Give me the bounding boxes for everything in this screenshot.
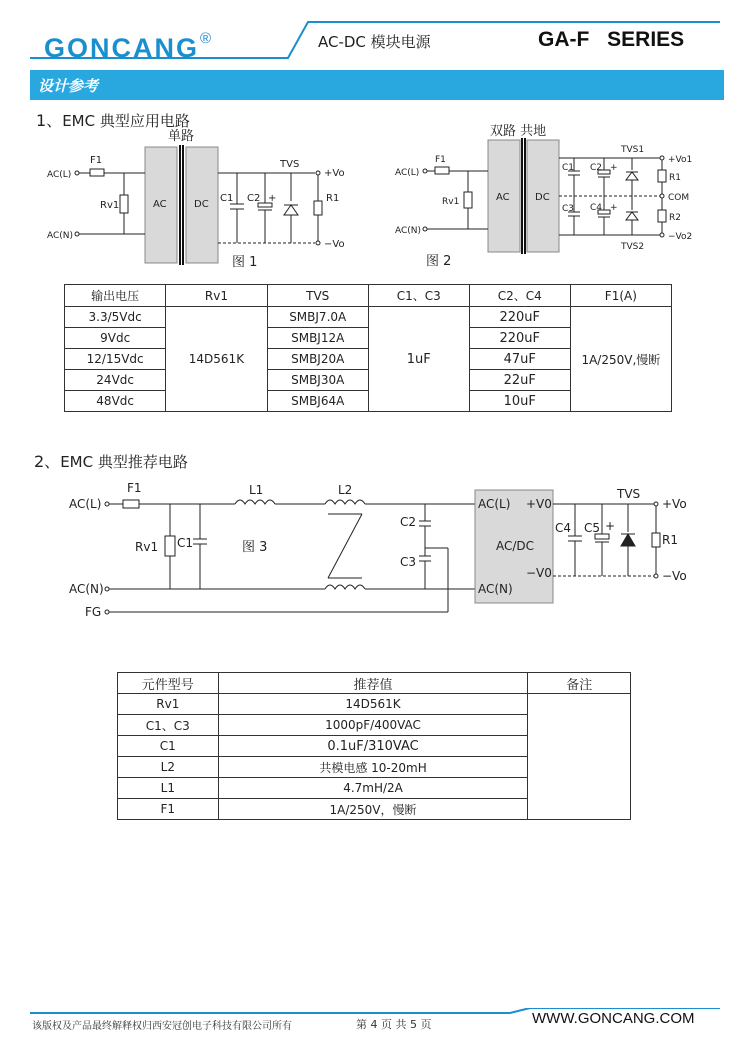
fig3-fg: FG [85, 605, 102, 619]
t1-c2c4: 22uF [469, 370, 570, 391]
fig1-c1: C1 [220, 193, 234, 204]
t2-header: 元件型号 [118, 673, 219, 694]
t1-header: C2、C4 [469, 285, 570, 307]
t2-part: Rv1 [118, 694, 219, 715]
fig3-caption: 图 3 [242, 540, 268, 555]
section2-title: EMC 典型推荐电路 [60, 453, 188, 471]
t1-voltage: 48Vdc [65, 391, 166, 412]
fig2-dc: DC [535, 192, 550, 203]
fig1-tvs: TVS [280, 159, 300, 170]
table-row [65, 307, 672, 328]
t1-voltage: 3.3/5Vdc [65, 307, 166, 328]
registered-mark: ® [200, 30, 214, 47]
fig1-vo-neg: −Vo [324, 239, 345, 250]
t1-tvs: SMBJ7.0A [267, 307, 368, 328]
fig3-vo-pos: +Vo [662, 497, 687, 511]
fig3-tvs: TVS [617, 487, 641, 501]
section-bar [30, 70, 724, 100]
section1-title: EMC 典型应用电路 [62, 112, 190, 130]
brand-logo [44, 30, 213, 64]
series-name: GA-F SERIES [538, 28, 685, 51]
fig1-acl: AC(L) [47, 170, 72, 180]
fig3-vo-neg: −Vo [662, 569, 687, 583]
fig2-ac: AC [496, 192, 510, 203]
t1-voltage: 9Vdc [65, 328, 166, 349]
t2-part: L2 [118, 757, 219, 778]
fig3-f1: F1 [127, 481, 142, 495]
fig3-in-l: AC(L) [478, 497, 511, 511]
fig2-plus-a: + [610, 163, 618, 173]
fig3-rv1: Rv1 [135, 540, 159, 554]
fig2-vo2: −Vo2 [668, 232, 693, 242]
fig2-tvs1: TVS1 [621, 145, 645, 155]
figure2-circuit [390, 118, 710, 273]
fig3-c1: C1 [177, 536, 194, 550]
t1-c2c4: 47uF [469, 349, 570, 370]
t2-value: 0.1uF/310VAC [218, 736, 528, 757]
t1-f1: 1A/250V,慢断 [570, 307, 671, 412]
section-bar-title: 设计参考 [38, 77, 99, 95]
section1-number: 1、 [36, 111, 63, 130]
t2-value: 1000pF/400VAC [218, 715, 528, 736]
section2-number: 2、 [34, 452, 61, 471]
fig2-c3: C3 [562, 204, 575, 214]
t1-voltage: 24Vdc [65, 370, 166, 391]
t2-header: 推荐值 [218, 673, 528, 694]
t2-part: L1 [118, 778, 219, 799]
recommended-values-table [117, 672, 631, 820]
t2-value: 4.7mH/2A [218, 778, 528, 799]
t2-header: 备注 [528, 673, 631, 694]
fig1-caption: 图 1 [232, 255, 258, 270]
fig1-c2: C2 [247, 193, 261, 204]
product-name: AC-DC 模块电源 [318, 33, 431, 51]
fig1-f1: F1 [90, 155, 103, 166]
fig3-plus: + [605, 519, 616, 533]
t1-tvs: SMBJ20A [267, 349, 368, 370]
logo-text: GONCANG [44, 33, 199, 63]
fig2-f1: F1 [435, 155, 446, 165]
fig2-acl: AC(L) [395, 168, 420, 178]
t1-header: C1、C3 [368, 285, 469, 307]
t1-rv1: 14D561K [166, 307, 267, 412]
fig3-c2: C2 [400, 515, 417, 529]
page-number: 第 4 页 共 5 页 [356, 1018, 432, 1031]
t1-tvs: SMBJ64A [267, 391, 368, 412]
fig3-l1: L1 [249, 483, 264, 497]
t1-header: F1(A) [570, 285, 671, 307]
fig2-r2: R2 [669, 213, 681, 223]
t1-header: Rv1 [166, 285, 267, 307]
fig3-c5: C5 [584, 521, 601, 535]
t2-value: 14D561K [218, 694, 528, 715]
fig3-acdc: AC/DC [496, 539, 535, 553]
section2-heading [34, 449, 188, 472]
fig2-vo1: +Vo1 [668, 155, 693, 165]
fig1-rv1: Rv1 [100, 200, 120, 211]
t1-c2c4: 220uF [469, 328, 570, 349]
t2-remark [528, 694, 631, 820]
fig1-vo-pos: +Vo [324, 168, 345, 179]
t1-voltage: 12/15Vdc [65, 349, 166, 370]
fig3-acl: AC(L) [69, 497, 102, 511]
t1-c2c4: 10uF [469, 391, 570, 412]
website-url[interactable]: WWW.GONCANG.COM [532, 1010, 695, 1027]
fig3-r1: R1 [662, 533, 678, 547]
fig2-plus-b: + [610, 203, 618, 213]
figure1-circuit [40, 125, 360, 275]
fig2-com: COM [668, 193, 690, 203]
fig1-r1: R1 [326, 193, 340, 204]
figure3-circuit [60, 476, 700, 621]
t2-part: C1、C3 [118, 715, 219, 736]
t2-part: F1 [118, 799, 219, 820]
t1-header: 输出电压 [65, 285, 166, 307]
t1-tvs: SMBJ30A [267, 370, 368, 391]
tvs-selection-table [64, 284, 672, 412]
fig3-c4: C4 [555, 521, 572, 535]
fig3-out-neg: −V0 [526, 566, 552, 580]
fig2-c2: C2 [590, 163, 603, 173]
t1-c2c4: 220uF [469, 307, 570, 328]
t2-part: C1 [118, 736, 219, 757]
fig2-caption: 图 2 [426, 254, 452, 269]
fig1-dc: DC [194, 199, 209, 210]
t1-c1c3: 1uF [368, 307, 469, 412]
fig1-plus: + [268, 193, 277, 204]
t1-header: TVS [267, 285, 368, 307]
fig2-acn: AC(N) [395, 226, 422, 236]
t2-value: 共模电感 10-20mH [218, 757, 528, 778]
fig2-c4: C4 [590, 203, 603, 213]
fig3-out-pos: +V0 [526, 497, 552, 511]
fig3-c3: C3 [400, 555, 417, 569]
fig2-tvs2: TVS2 [621, 242, 645, 252]
fig2-top-label: 双路 共地 [490, 124, 547, 139]
fig2-c1: C1 [562, 163, 575, 173]
fig1-top-label: 单路 [168, 129, 195, 144]
table-row [118, 694, 631, 715]
fig3-acn: AC(N) [69, 582, 104, 596]
fig3-in-n: AC(N) [478, 582, 513, 596]
fig2-rv1: Rv1 [442, 197, 460, 207]
fig3-l2: L2 [338, 483, 353, 497]
copyright-notice: 该版权及产品最终解释权归西安冠创电子科技有限公司所有 [32, 1021, 292, 1032]
fig2-r1: R1 [669, 173, 681, 183]
t1-tvs: SMBJ12A [267, 328, 368, 349]
fig1-ac: AC [153, 199, 167, 210]
t2-value: 1A/250V，慢断 [218, 799, 528, 820]
fig1-acn: AC(N) [47, 231, 74, 241]
